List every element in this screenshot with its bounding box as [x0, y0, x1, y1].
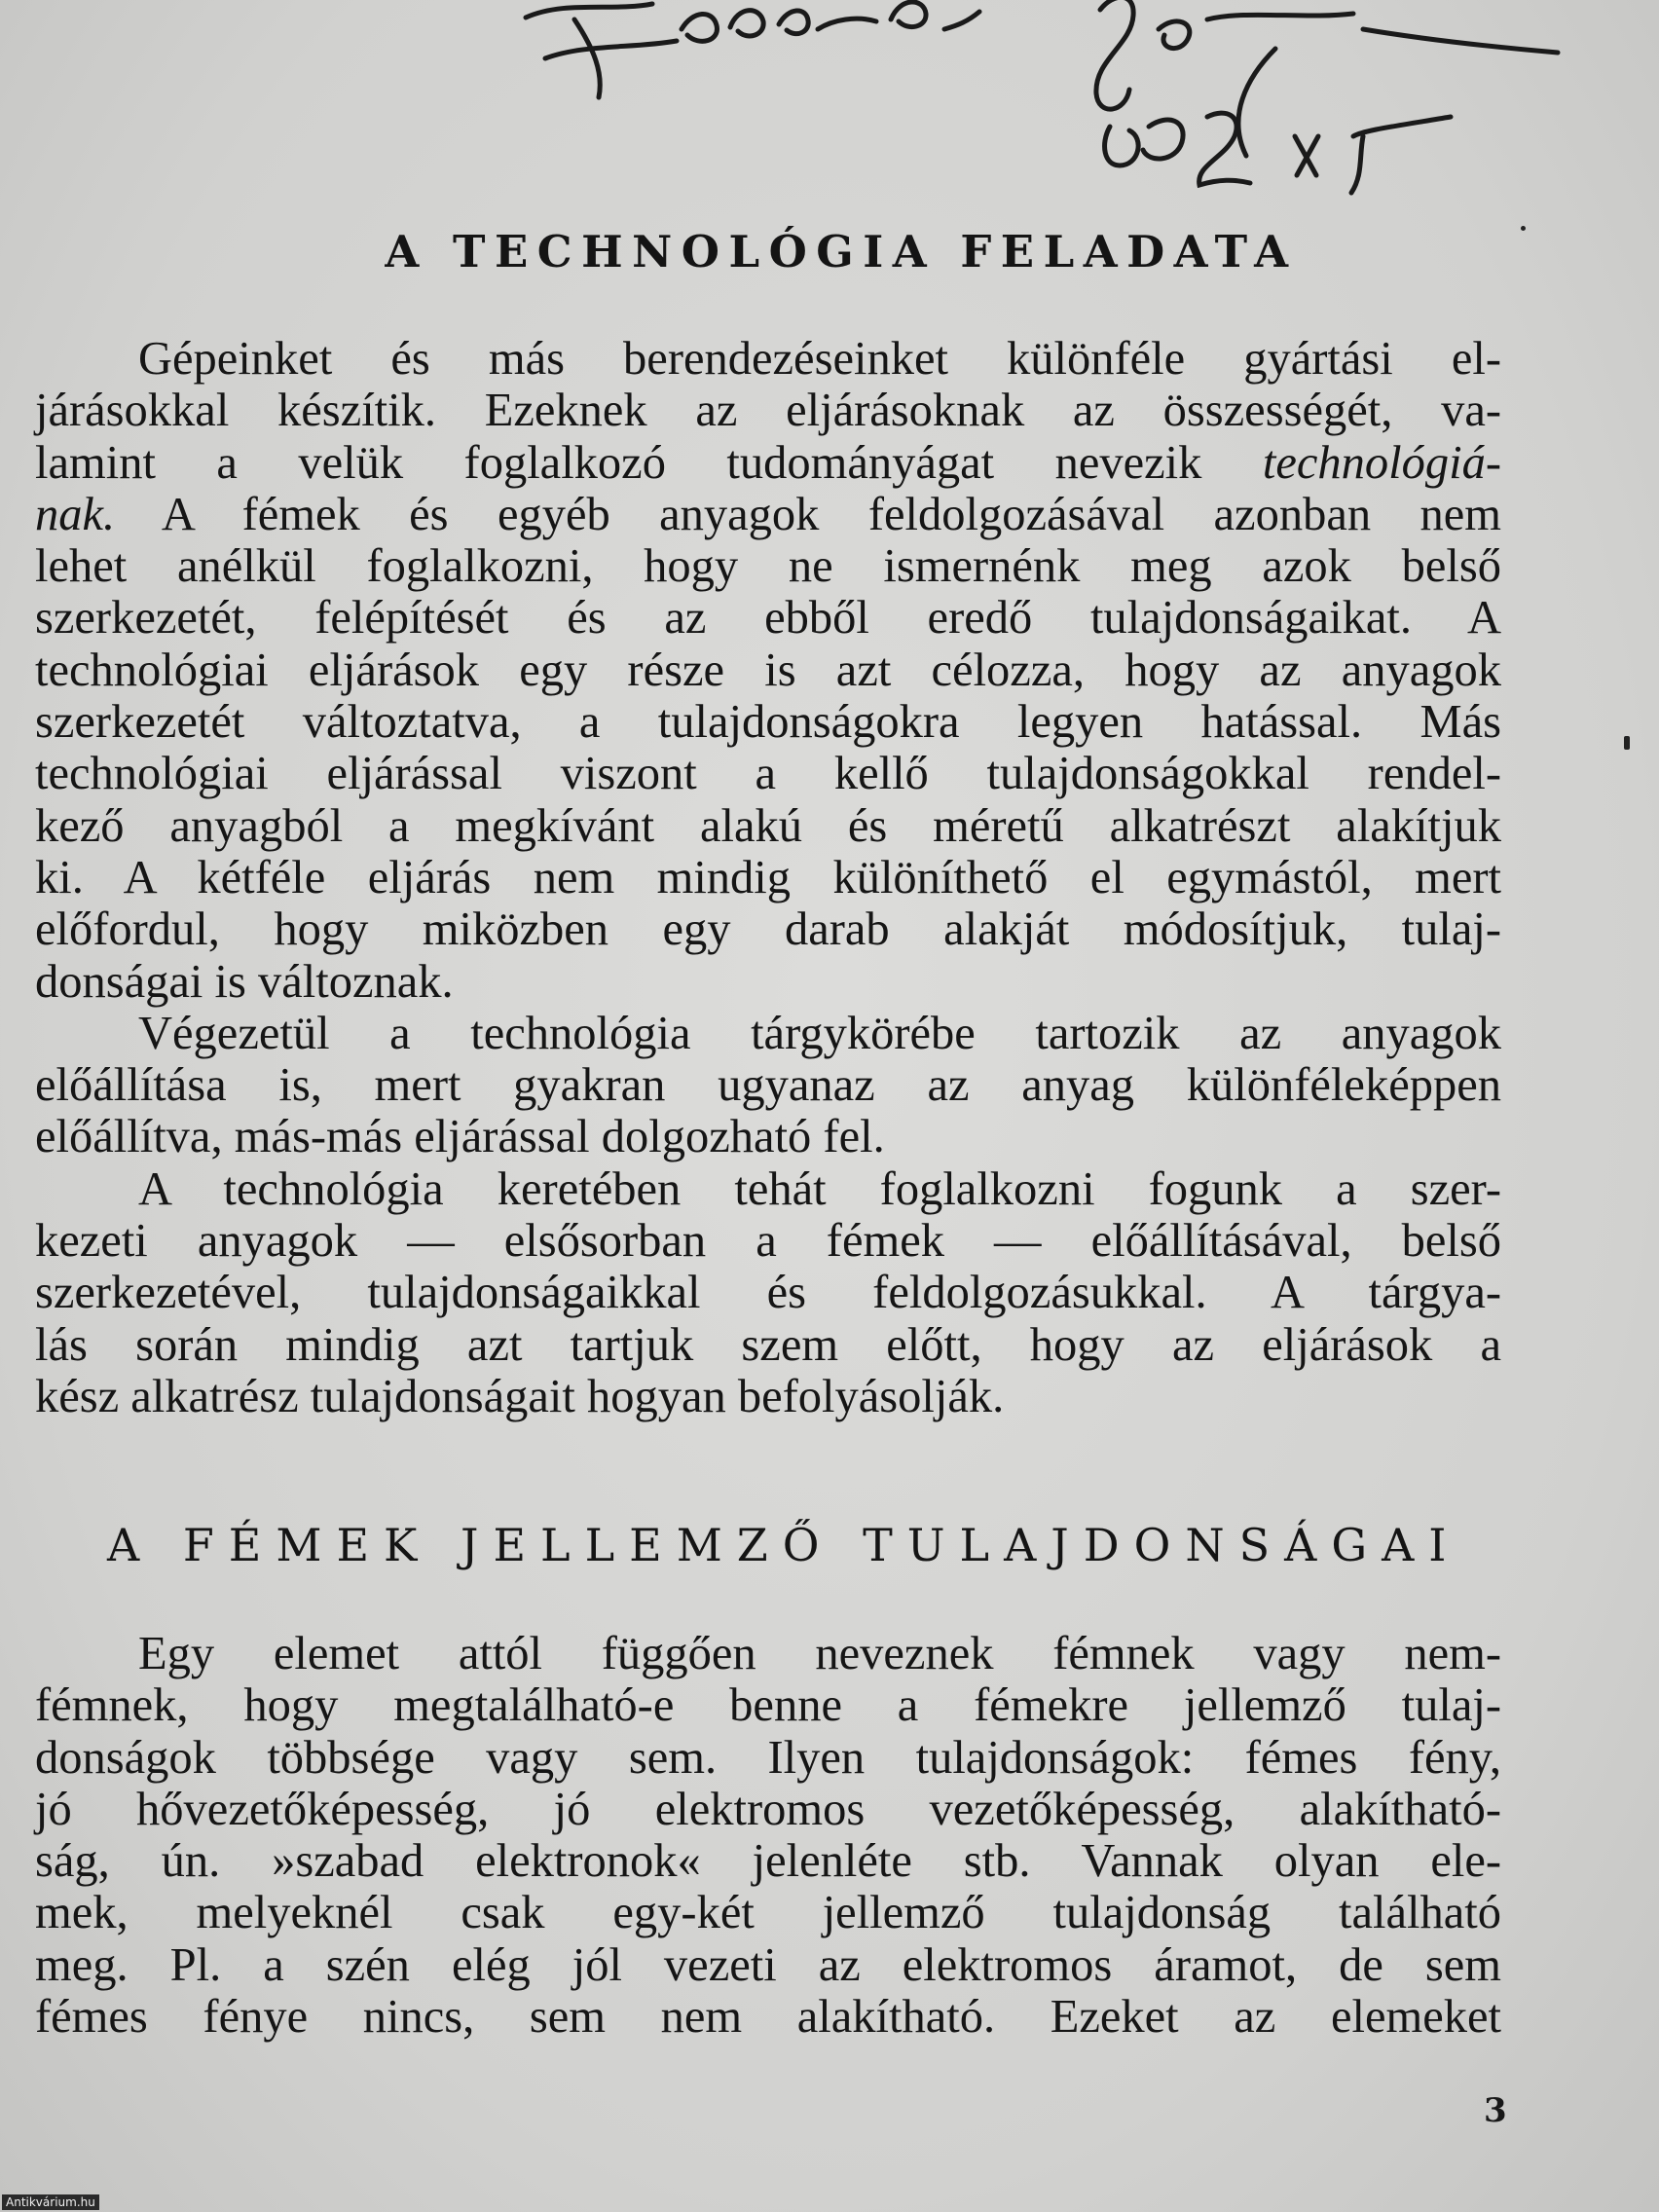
- text-line: technológiai eljárással viszont a kellő tulajdonságokkal rendel-: [35, 748, 1501, 800]
- text-line: mek, melyeknél csak egy-két jellemző tulajdonság található: [35, 1887, 1501, 1939]
- text-line: előfordul, hogy miközben egy darab alakját módosítjuk, tulaj-: [35, 903, 1501, 956]
- text-line: [35, 437, 1501, 489]
- text-line: ság, ún. »szabad elektronok« jelenléte stb. Vannak olyan ele-: [35, 1835, 1501, 1888]
- text-line: Végezetül a technológia tárgykörébe tartozik az anyagok: [138, 1007, 1501, 1059]
- text-line-with-italic: nak. A fémek és egyéb anyagok feldolgozásával azonban nem: [35, 488, 1501, 540]
- text-line: előállítva, más-más eljárással dolgozható fel.: [35, 1111, 885, 1163]
- text-line-with-italic: lamint a velük foglalkozó tudományágat nevezik technológiá-: [35, 436, 1501, 489]
- text-line: kezeti anyagok — elsősorban a fémek — előállításával, belső: [35, 1215, 1501, 1268]
- text-line: fémnek, hogy megtalálható-e benne a fémekre jellemző tulaj-: [35, 1679, 1501, 1732]
- text-line: szerkezetével, tulajdonságaikkal és feldolgozásukkal. A tárgya-: [35, 1267, 1501, 1319]
- page-number: 3: [1484, 2091, 1507, 2130]
- section-body-1: [35, 333, 1501, 1422]
- text-line: meg. Pl. a szén elég jól vezeti az elektromos áramot, de sem: [35, 1938, 1501, 1991]
- text-line: donságok többsége vagy sem. Ilyen tulajdonságok: fémes fény,: [35, 1731, 1501, 1784]
- text-line: járásokkal készítik. Ezeknek az eljárásoknak az összességét, va-: [35, 385, 1501, 437]
- dust-speck: [1521, 226, 1526, 231]
- text-line: [35, 489, 1501, 540]
- section-heading-metal-properties: A FÉMEK JELLEMZŐ TULAJDONSÁGAI: [107, 1519, 1461, 1571]
- text-line: A technológia keretében tehát foglalkozni fogunk a szer-: [138, 1162, 1501, 1215]
- text-line: jó hővezetőképesség, jó elektromos vezetőképesség, alakítható-: [35, 1783, 1501, 1835]
- text-line: Gépeinket és más berendezéseinket különféle gyártási el-: [138, 333, 1501, 385]
- italic-term: nak.: [35, 488, 116, 540]
- section-body-2: [35, 1628, 1501, 2043]
- text-line: lás során mindig azt tartjuk szem előtt, hogy az eljárások a: [35, 1318, 1501, 1371]
- text-line: Egy elemet attól függően neveznek fémnek vagy nem-: [138, 1628, 1501, 1679]
- text-line: donságai is változnak.: [35, 955, 454, 1008]
- text-line: kész alkatrész tulajdonságait hogyan befolyásolják.: [35, 1370, 1005, 1422]
- text-line: ki. A kétféle eljárás nem mindig különíthető el egymástól, mert: [35, 851, 1501, 903]
- text-line: kező anyagból a megkívánt alakú és méretű alkatrészt alakítjuk: [35, 799, 1501, 852]
- text-line: szerkezetét változtatva, a tulajdonságokra legyen hatással. Más: [35, 696, 1501, 749]
- handwritten-signature: [506, 0, 1587, 214]
- text-line: fémes fénye nincs, sem nem alakítható. Ezeket az elemeket: [35, 1991, 1501, 2044]
- watermark: Antikvárium.hu: [2, 2194, 99, 2210]
- text-line: lehet anélkül foglalkozni, hogy ne ismernénk meg azok belső: [35, 540, 1501, 593]
- text-line: előállítása is, mert gyakran ugyanaz az anyag különféleképpen: [35, 1059, 1501, 1112]
- italic-term: technológiá-: [1262, 436, 1501, 489]
- text-line: technológiai eljárások egy része is azt célozza, hogy az anyagok: [35, 644, 1501, 696]
- dust-speck: [1624, 736, 1630, 750]
- section-heading-technology-task: A TECHNOLÓGIA FELADATA: [385, 226, 1298, 277]
- text-line: szerkezetét, felépítését és az ebből eredő tulajdonságaikat. A: [35, 592, 1501, 645]
